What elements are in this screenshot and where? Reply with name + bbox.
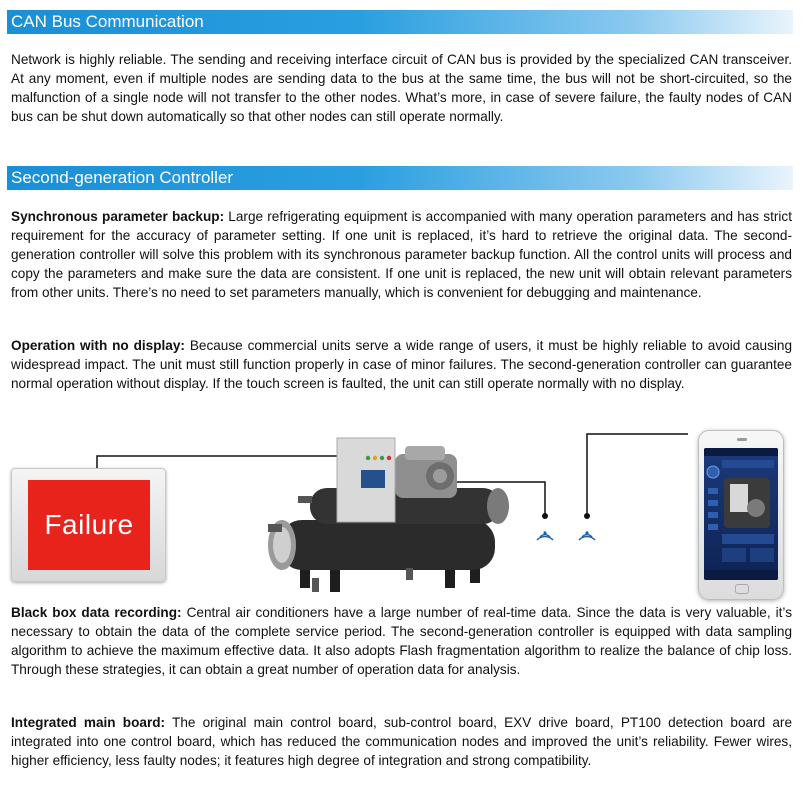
paragraph-integrated-board <box>11 713 792 770</box>
section-banner-can-bus <box>7 10 793 34</box>
smartphone-monitor <box>698 430 784 600</box>
paragraph-black-box <box>11 603 792 679</box>
paragraph-text: Because commercial units serve a wide range of users, it must be highly reliable to avoid causing widespread impact. The unit must still function properly in case of minor failures. The second-generation controller can guarantee normal operation without display. If the touch screen is faulted, the unit can still operate normally with no display. <box>11 338 793 392</box>
phone-speaker <box>737 438 747 441</box>
failure-screen <box>28 480 150 570</box>
failure-display-tablet <box>11 468 166 582</box>
paragraph-synchronous-backup <box>11 207 792 302</box>
paragraph-text: Large refrigerating equipment is accompanied with many operation parameters and has strict requirement for the accuracy of parameter setting. If one unit is replaced, it’s hard to retrieve the original data. The second-generation controller will solve this problem with its synchronous parameter backup function. All the control units will process and copy the parameters and make sure the data are consistent. If one unit is replaced, the new unit will obtain relevant parameters from other units. There’s no need to set parameters manually, which is convenient for debugging and maintenance. <box>11 209 792 301</box>
wifi-signal-icon <box>579 531 595 540</box>
connector-dot <box>584 513 590 519</box>
failure-label: Failure <box>44 509 134 540</box>
controller-diagram <box>0 428 808 603</box>
phone-screen <box>704 448 778 580</box>
connector-line <box>587 434 688 516</box>
paragraph-lead: Black box data recording: <box>11 605 182 620</box>
section-banner-controller <box>7 166 793 190</box>
section-title: Second-generation Controller <box>11 168 234 187</box>
wifi-signal-icon <box>537 531 553 540</box>
chiller-unit-illustration <box>268 438 509 592</box>
paragraph-lead: Operation with no display: <box>11 338 185 353</box>
paragraph-text: Central air conditioners have a large number of real-time data. Since the data is very valuable, it’s necessary to obtain the data of the complete service period. The second-generation controller is equipped with data sampling algorithm to achieve the maximum effective data. It also adopts Flash fragmentation algorithm to realize the balance of chip loss. Through these strategies, it can obtain a great number of operation data for analysis. <box>11 605 792 678</box>
paragraph-lead: Integrated main board: <box>11 715 166 730</box>
phone-home-button <box>735 584 749 594</box>
paragraph-lead: Synchronous parameter backup: <box>11 209 225 224</box>
connector-dot <box>542 513 548 519</box>
paragraph-text: Network is highly reliable. The sending and receiving interface circuit of CAN bus is provided by the specialized CAN transceiver. At any moment, even if multiple nodes are sending data to the bus at the same time, the bus will not be short-circuited, so the malfunction of a single node will not transfer to the other nodes. What’s more, in case of severe failure, the faulty nodes of CAN bus can be shut down automatically so that other nodes can still operate normally. <box>11 52 792 125</box>
phone-app-illustration <box>704 448 778 580</box>
paragraph-can-bus <box>11 50 792 126</box>
section-title: CAN Bus Communication <box>11 12 204 31</box>
paragraph-text: The original main control board, sub-control board, EXV drive board, PT100 detection board are integrated into one control board, which has reduced the communication nodes and improved the unit’s reliability. Fewer wires, higher efficiency, less faulty nodes; it features high degree of integration and strong compatibility. <box>11 715 793 769</box>
paragraph-no-display <box>11 336 792 393</box>
